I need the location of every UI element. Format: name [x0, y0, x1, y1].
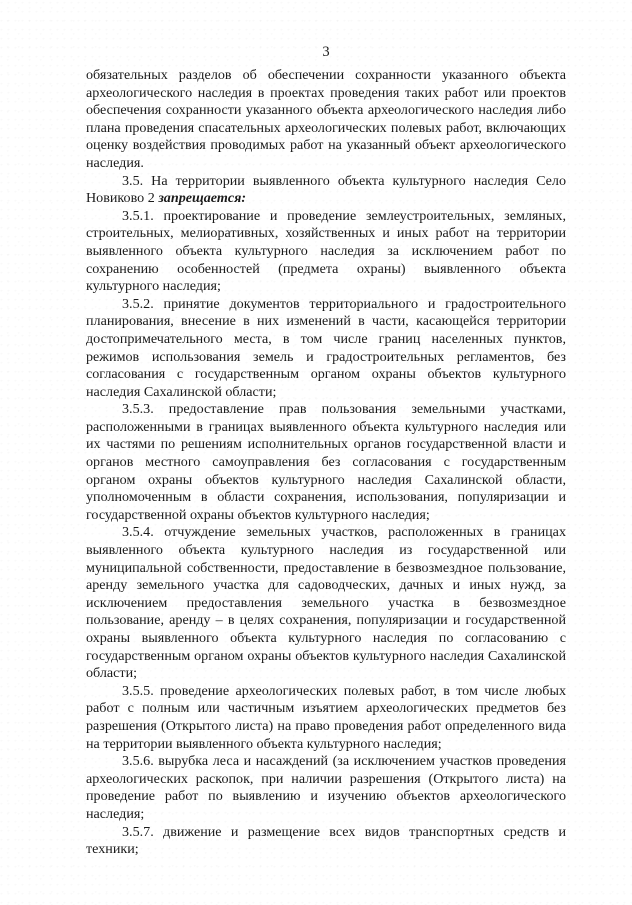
paragraph-continuation: обязательных разделов об обеспечении сохранности указанного объекта археологического наследия в проектах проведения таких работ или проектов обеспечения сохранности указанного объекта археологического наследия либо плана проведения спасательных археологических полевых работ, включающих оценку воздействия проводимых работ на указанный объект археологического наследия. [86, 67, 566, 171]
paragraph-3-5 [86, 173, 566, 208]
paragraph-3-5-7: 3.5.7. движение и размещение всех видов транспортных средств и техники; [86, 823, 566, 858]
paragraph-3-5-5: 3.5.5. проведение археологических полевых работ, в том числе любых работ с полным или частичным изъятием археологических предметов без разрешения (Открытого листа) на право проведения работ определенного вида на территории выявленного объекта культурного наследия; [86, 682, 566, 752]
page-number: 3 [322, 44, 330, 60]
paragraph-3-5-emphasis: запрещается: [158, 190, 247, 207]
paragraph-3-5-text: 3.5. На территории выявленного объекта культурного наследия Село Новиково 2 [86, 172, 566, 207]
paragraph-3-5-6: 3.5.6. вырубка леса и насаждений (за исключением участков проведения археологических раскопок, при наличии разрешения (Открытого листа) на проведение работ по выявлению и изучению объектов археологического наследия; [86, 753, 566, 822]
paragraph-3-5-3: 3.5.3. предоставление прав пользования земельными участками, расположенными в границах выявленного объекта культурного наследия или их частями по решениям исполнительных органов государственной власти и органов местного самоуправления без согласования с государственным органом охраны объектов культурного наследия Сахалинской области, уполномоченным в области сохранения, использования, популяризации и государственной охраны объектов культурного наследия; [86, 401, 566, 523]
document-body [86, 67, 566, 859]
paragraph-3-5-2: 3.5.2. принятие документов территориального и градостроительного планирования, внесение в них изменений в части, касающейся территории достопримечательного места, в том числе границ населенных пунктов, режимов использования земель и градостроительных регламентов, без согласования с государственным органом охраны объектов культурного наследия Сахалинской области; [86, 295, 566, 400]
paragraph-3-5-4: 3.5.4. отчуждение земельных участков, расположенных в границах выявленного объекта культурного наследия из государственной или муниципальной собственности, предоставление в безвозмездное пользование, аренду земельного участка для садоводческих, дачных и иных нужд, за исключением предоставления земельного участка в безвозмездное пользование, аренду – в целях сохранения, популяризации и государственной охраны выявленного объекта культурного наследия по согласованию с государственным органом охраны объектов культурного наследия Сахалинской области; [86, 524, 566, 682]
paragraph-3-5-1: 3.5.1. проектирование и проведение землеустроительных, земляных, строительных, мелиоративных, хозяйственных и иных работ на территории выявленного объекта культурного наследия за исключением работ по сохранению особенностей (предмета охраны) выявленного объекта культурного наследия; [86, 207, 566, 295]
